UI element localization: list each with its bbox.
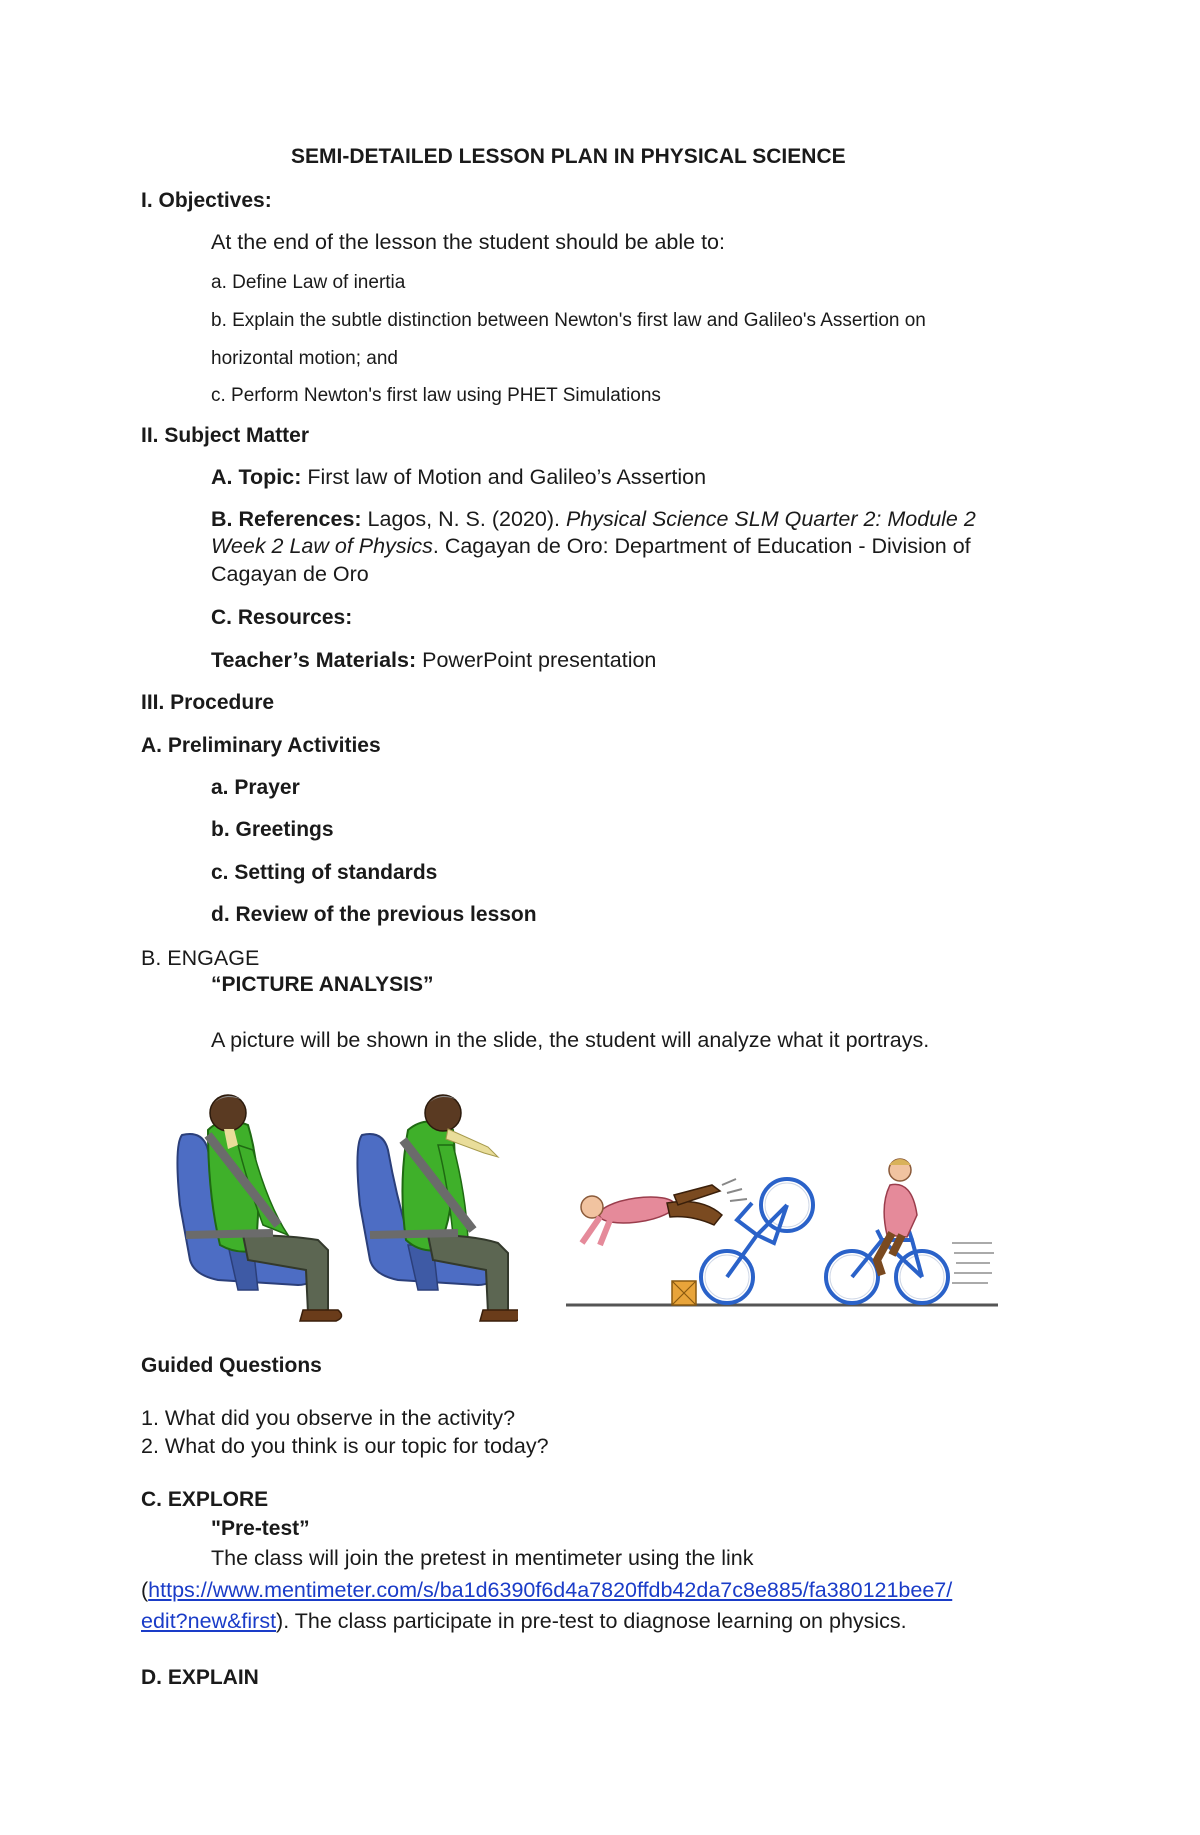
topic-value: First law of Motion and Galileo’s Assertion — [301, 465, 707, 489]
topic-line — [211, 465, 706, 490]
explore-text: The class will join the pretest in mentimeter using the link — [211, 1546, 754, 1570]
mentimeter-link-cont[interactable]: edit?new&first — [141, 1609, 277, 1633]
references-publisher: . Cagayan de Oro: Department of Education - Division of — [432, 534, 971, 558]
passenger-thrown-forward — [357, 1095, 518, 1321]
guided-questions-heading: Guided Questions — [141, 1354, 322, 1377]
references-line-2 — [211, 534, 971, 559]
preliminary-item: a. Prayer — [211, 776, 300, 799]
explore-text-after-link: ). The class participate in pre-test to diagnose learning on physics. — [276, 1609, 907, 1633]
bicycle-crash-illustration — [562, 1125, 1002, 1315]
passenger-upright — [177, 1095, 341, 1321]
resources-heading: C. Resources: — [211, 606, 353, 629]
passenger-seatbelt-illustration — [168, 1085, 518, 1330]
engage-text: A picture will be shown in the slide, the student will analyze what it portrays. — [211, 1028, 930, 1052]
references-title: Physical Science SLM Quarter 2: Module 2 — [565, 507, 976, 531]
references-line-1 — [211, 507, 976, 532]
mentimeter-link[interactable]: https://www.mentimeter.com/s/ba1d6390f6d4a7820ffdb42da7c8e885/fa380121bee7/ — [148, 1578, 953, 1602]
explore-title: "Pre-test” — [211, 1517, 310, 1540]
references-author: Lagos, N. S. (2020). — [361, 507, 566, 531]
engage-heading: B. ENGAGE — [141, 946, 260, 970]
open-paren: ( — [141, 1578, 149, 1602]
preliminary-item: c. Setting of standards — [211, 861, 438, 884]
references-title-cont: Week 2 Law of Physics — [211, 534, 433, 558]
materials-label: Teacher’s Materials: — [211, 648, 417, 672]
objective-item: horizontal motion; and — [211, 348, 398, 369]
materials-value: PowerPoint presentation — [416, 648, 657, 672]
objective-item: b. Explain the subtle distinction between Newton's first law and Galileo's Assertion on — [211, 310, 926, 331]
explore-link-line — [141, 1578, 952, 1603]
objectives-intro: At the end of the lesson the student should be able to: — [211, 230, 725, 254]
preliminary-item: d. Review of the previous lesson — [211, 903, 537, 926]
preliminary-heading: A. Preliminary Activities — [141, 734, 381, 757]
preliminary-item: b. Greetings — [211, 818, 334, 841]
subject-matter-heading: II. Subject Matter — [141, 424, 310, 447]
references-label: B. References: — [211, 507, 362, 531]
materials-line — [211, 648, 656, 673]
references-line-3: Cagayan de Oro — [211, 562, 369, 586]
riding-cyclist — [826, 1159, 994, 1303]
crashing-bicycle — [701, 1179, 813, 1303]
topic-label: A. Topic: — [211, 465, 302, 489]
objective-item: a. Define Law of inertia — [211, 272, 406, 293]
page-title: SEMI-DETAILED LESSON PLAN IN PHYSICAL SCIENCE — [291, 145, 846, 168]
explore-link-line-2 — [141, 1609, 907, 1634]
flying-rider — [581, 1179, 747, 1245]
objective-item: c. Perform Newton's first law using PHET Simulations — [211, 385, 661, 406]
explain-heading: D. EXPLAIN — [141, 1666, 259, 1689]
procedure-heading: III. Procedure — [141, 691, 275, 714]
explore-heading: C. EXPLORE — [141, 1488, 269, 1511]
engage-title: “PICTURE ANALYSIS” — [211, 973, 434, 996]
objectives-heading: I. Objectives: — [141, 189, 272, 212]
guided-question: 1. What did you observe in the activity? — [141, 1406, 516, 1430]
guided-question: 2. What do you think is our topic for today? — [141, 1434, 549, 1458]
